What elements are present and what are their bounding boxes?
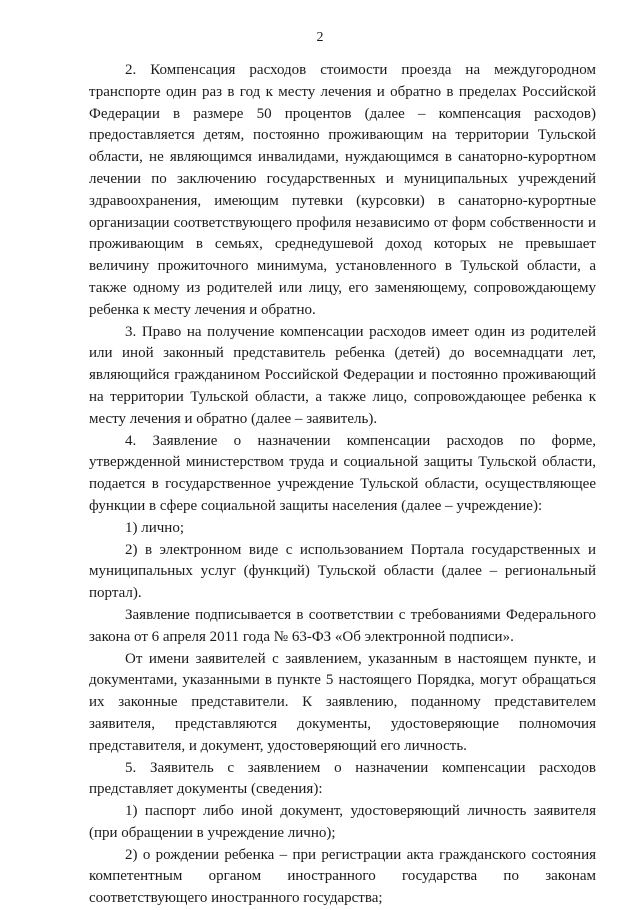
paragraph-5-item-1: 1) паспорт либо иной документ, удостоверяющий личность заявителя (при обращении в учреждение лично); [89, 803, 596, 841]
paragraph-legal-representatives: От имени заявителей с заявлением, указанным в настоящем пункте, и документами, указанными в пункте 5 настоящего Порядка, могут обращаться их законные представители. К заявлению, поданному представителем заявителя, представляются документы, удостоверяющие полномочия представителя, и документ, удостоверяющий его личность. [89, 650, 596, 754]
paragraph-2-compensation: 2. Компенсация расходов стоимости проезда на междугородном транспорте один раз в год к месту лечения и обратно в пределах Российской Федерации в размере 50 процентов (далее – компенсация расходов) предоставляется детям, постоянно проживающим на территории Тульской области, не являющимся инвалидами, нуждающимся в санаторно-курортном лечении по заключению государственных и муниципальных учреждений здравоохранения, имеющим путевки (курсовки) в санаторно-курортные организации соответствующего профиля независимо от форм собственности и проживающим в семьях, среднедушевой доход которых не превышает величину прожиточного минимума, установленного в Тульской области, а также одному из родителей или лицу, его заменяющему, сопровождающему ребенка к месту лечения и обратно. [89, 62, 596, 318]
page-number: 2 [316, 30, 324, 45]
paragraph-5-documents: 5. Заявитель с заявлением о назначении компенсации расходов представляет документы (сведения): [89, 759, 596, 798]
paragraph-signature-requirement: Заявление подписывается в соответствии с требованиями Федерального закона от 6 апреля 2011 года № 63-ФЗ «Об электронной подписи». [89, 606, 596, 645]
paragraph-3-right-to-compensation: 3. Право на получение компенсации расходов имеет один из родителей или иной законный представитель ребенка (детей) до восемнадцати лет, являющийся гражданином Российской Федерации и постоянно проживающий на территории Тульской области, а также лицо, сопровождающее ребенка к месту лечения и обратно (далее – заявитель). [89, 323, 596, 427]
document-body [89, 60, 596, 910]
paragraph-4-item-1: 1) лично; [125, 519, 184, 536]
paragraph-4-application: 4. Заявление о назначении компенсации расходов по форме, утвержденной министерством труда и социальной защиты Тульской области, подается в государственное учреждение Тульской области, осуществляющее функции в сфере социальной защиты населения (далее – учреждение): [89, 432, 596, 514]
paragraph-5-item-2: 2) о рождении ребенка – при регистрации акта гражданского состояния компетентным органом иностранного государства по законам соответствующего иностранного государства; [89, 846, 596, 907]
paragraph-4-item-2: 2) в электронном виде с использованием Портала государственных и муниципальных услуг (функций) Тульской области (далее – региональный портал). [89, 541, 596, 602]
